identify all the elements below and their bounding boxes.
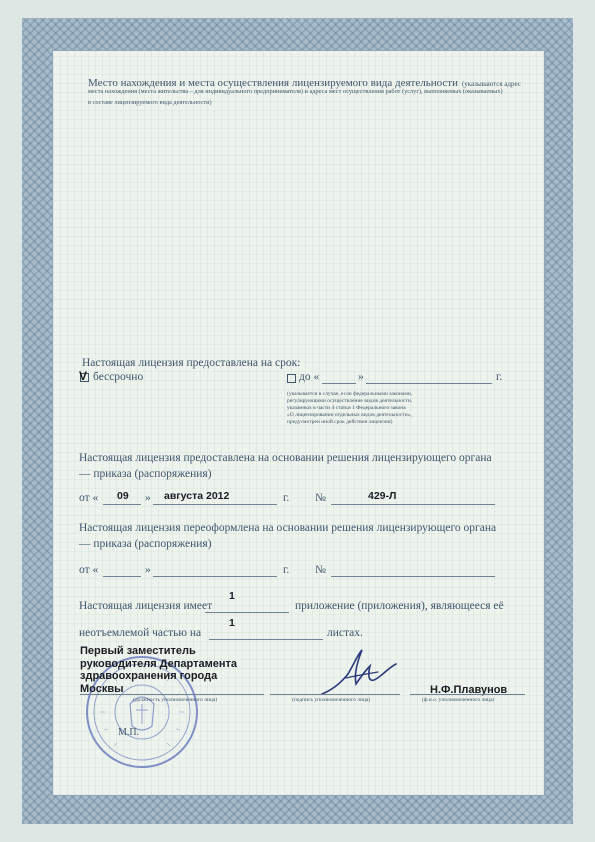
until-suffix: г. [496,371,503,383]
until-prefix: до « [299,371,320,383]
stamp-label: М.П. [118,727,140,738]
unlimited-check-mark: V [79,369,88,383]
signatory-position [80,645,237,695]
reissue-quote-close: » [145,564,151,576]
basis-month-year: августа 2012 [164,490,230,502]
appendix-count-line [205,612,289,613]
until-note-line: регулирующими осуществление видов деятельности, [287,398,413,404]
position-caption: (должность уполномоченного лица) [133,697,218,703]
until-note [287,391,477,426]
basis-number-line [331,504,495,505]
basis-year-suffix: г. [283,492,290,504]
reissue-day-line [103,576,141,577]
reissue-number-sign: № [315,564,326,576]
reissue-date-line [153,576,277,577]
reissue-number-line [331,576,495,577]
term-heading: Настоящая лицензия предоставлена на срок: [82,357,301,369]
signatory-position-line: Первый заместитель [80,645,196,657]
basis-line2: — приказа (распоряжения) [79,468,212,480]
position-line [80,694,264,695]
appendix-sheets-line [209,639,323,640]
basis-day: 09 [117,490,129,502]
until-day-line [322,383,356,384]
appendix-line2-suffix: листах. [327,627,363,639]
appendix-line1-prefix: Настоящая лицензия имеет [79,600,213,612]
basis-date-line [153,504,277,505]
basis-day-line [103,504,141,505]
basis-from-prefix: от « [79,492,99,504]
header-note-line3: в составе лицензируемого вида деятельности) [88,99,212,106]
signature-caption: (подпись уполномоченного лица) [292,697,371,703]
signatory-position-line: здравоохранения города [80,670,218,682]
until-note-line: (указывается в случае, если федеральными законами, [287,391,413,397]
reissue-line1: Настоящая лицензия переоформлена на основании решения лицензирующего органа [79,522,497,534]
basis-number: 429-Л [368,490,397,502]
appendix-count: 1 [229,590,235,602]
signatory-position-line: руководителя Департамента [80,657,238,670]
appendix-line1-suffix: приложение (приложения), являющееся её [295,600,504,612]
header-title: Место нахождения и места осуществления лицензируемого вида деятельности [88,77,458,89]
until-note-line: «О лицензировании отдельных видов деятельности», [287,412,412,418]
basis-line1: Настоящая лицензия предоставлена на основании решения лицензирующего органа [79,452,492,464]
name-caption: (ф.и.о. уполномоченного лица) [422,697,495,703]
signatory-position-line: Москвы [80,682,124,695]
signatory-name: Н.Ф.Плавунов [430,684,508,696]
name-line [410,694,525,695]
reissue-from-prefix: от « [79,564,99,576]
until-date-line [366,383,492,384]
appendix-line2-prefix: неотъемлемой частью на [79,627,202,639]
reissue-line2: — приказа (распоряжения) [79,538,212,550]
until-note-line: предусмотрен иной срок действия лицензии) [287,419,393,425]
header-note-line2: места нахождения (места жительства – для индивидуального предпринимателя) и адреса мест осуществления работ (услуг), выполняемых (оказываемых) [88,88,503,95]
basis-number-sign: № [315,492,326,504]
until-note-line: указанных в части 4 статьи 1 Федерального закона [287,405,406,411]
reissue-year-suffix: г. [283,564,290,576]
header-note-inline: (указываются адрес [461,80,521,88]
signature-line [270,694,400,695]
handwritten-signature [318,644,400,700]
until-mid: » [358,371,364,383]
appendix-sheets: 1 [229,617,235,629]
unlimited-label: бессрочно [93,371,144,383]
until-checkbox [287,374,296,383]
basis-quote-close: » [145,492,151,504]
